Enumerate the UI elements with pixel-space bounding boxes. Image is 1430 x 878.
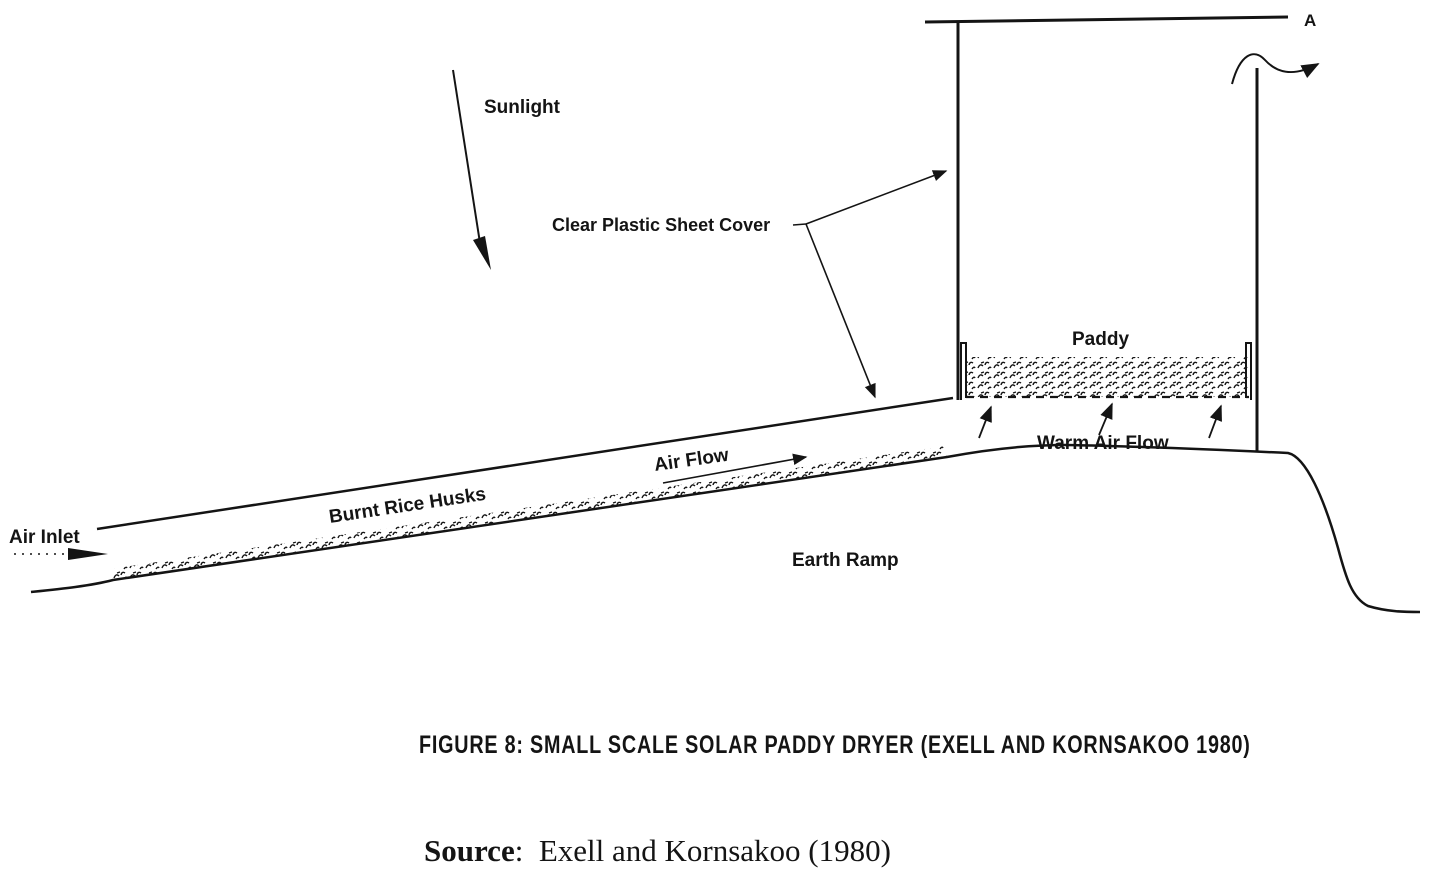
sunlight-arrowhead (473, 236, 491, 270)
earth-ramp-ground-line (31, 445, 1420, 612)
air-inlet-label: Air Inlet (9, 527, 80, 548)
plastic-cover-pointer-upper-arrow (806, 171, 946, 224)
section-a-marker: A (1304, 11, 1317, 30)
plastic-cover-pointer-dash (793, 224, 806, 225)
paddy-bed-left-post (961, 343, 966, 400)
warm-air-arrow-right (1209, 406, 1221, 438)
earth-ramp-label: Earth Ramp (792, 550, 899, 571)
paddy-label: Paddy (1072, 329, 1130, 350)
air-flow-label: Air Flow (652, 444, 730, 476)
source-label: Source (424, 833, 515, 868)
warm-air-arrow-left (979, 407, 991, 438)
source-line (424, 833, 891, 869)
plastic-cover-pointer-lower-arrow (806, 224, 875, 397)
sunlight-arrow (453, 70, 480, 243)
top-cover-line (925, 17, 1288, 22)
paddy-bed-texture (967, 357, 1248, 397)
plastic-cover-label: Clear Plastic Sheet Cover (552, 215, 771, 235)
air-inlet-arrowhead (68, 548, 108, 560)
source-citation: : Exell and Kornsakoo (1980) (514, 833, 891, 868)
warm-air-arrow-middle (1099, 404, 1112, 435)
sunlight-label: Sunlight (484, 97, 560, 118)
warm-air-flow-label: Warm Air Flow (1037, 433, 1169, 454)
burnt-rice-husks-label: Burnt Rice Husks (327, 483, 488, 528)
paddy-bed-right-post (1246, 343, 1251, 400)
air-exit-squiggle-arrow (1232, 54, 1318, 84)
figure-caption: FIGURE 8: SMALL SCALE SOLAR PADDY DRYER (EXELL AND KORNSAKOO 1980) (419, 731, 1251, 759)
